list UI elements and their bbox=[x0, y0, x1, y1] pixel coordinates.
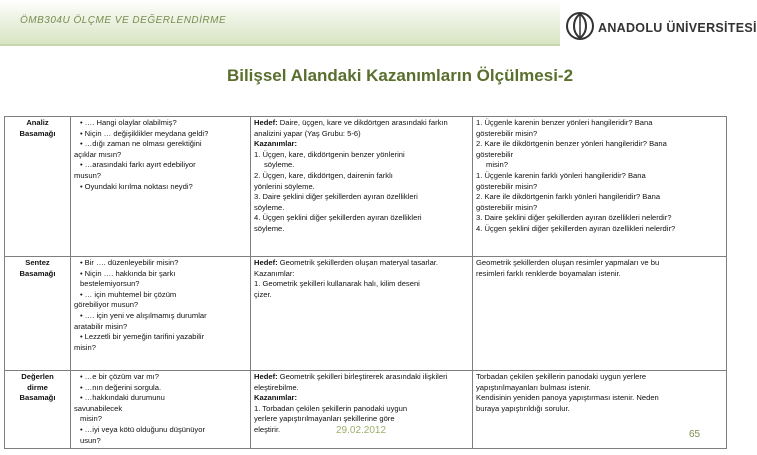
question-line: • …e bir çözüm var mı? bbox=[74, 372, 247, 383]
sample-line: 1. Üçgenle karenin benzer yönleri hangileridir? Bana bbox=[476, 118, 653, 127]
sample-line: Geometrik şekillerden oluşan resimler yapmaları ve bu bbox=[476, 258, 660, 267]
question-line: görebiliyor musun? bbox=[74, 300, 139, 310]
goal-cell bbox=[251, 117, 473, 257]
sample-cell bbox=[473, 257, 727, 371]
outcome-line: yönlerini söyleme. bbox=[254, 181, 315, 191]
question-line: • Bir …. düzenleyebilir misin? bbox=[74, 258, 247, 269]
page-number: 65 bbox=[689, 429, 701, 440]
goal-label: Hedef: bbox=[254, 372, 278, 381]
question-cell bbox=[71, 117, 251, 257]
outcomes-label: Kazanımlar: bbox=[254, 393, 298, 403]
level-cell bbox=[5, 257, 71, 371]
question-line: • …. Hangi olaylar olabilmiş? bbox=[74, 118, 247, 129]
level-cell bbox=[5, 371, 71, 449]
outcome-line: 1. Geometrik şekilleri kullanarak halı, kilim deseni bbox=[254, 279, 420, 289]
sample-line: 1. Üçgenle karenin farklı yönleri hangileridir? Bana bbox=[476, 170, 646, 180]
question-line: • …. için yeni ve alışılmamış durumlar bbox=[74, 311, 247, 322]
goal-cell bbox=[251, 257, 473, 371]
goal-label: Hedef: bbox=[254, 258, 278, 267]
question-cell bbox=[71, 257, 251, 371]
goal-text: Daire, üçgen, kare ve dikdörtgen arasındaki farkın analizini yapar (Yaş Grubu: 5-6) bbox=[254, 118, 448, 138]
question-line: aratabilir misin? bbox=[74, 321, 128, 331]
table-row bbox=[5, 117, 727, 257]
question-line: misin? bbox=[74, 342, 96, 352]
level-label: Basamağı bbox=[19, 393, 56, 403]
question-line: musun? bbox=[74, 170, 102, 180]
level-label: Basamağı bbox=[19, 268, 56, 278]
question-line: • Lezzetli bir yemeğin tarifini yazabilir bbox=[74, 332, 247, 343]
question-line: • Niçin … değişiklikler meydana geldi? bbox=[74, 129, 247, 140]
outcome-line: 3. Daire şeklini diğer şekillerden ayıran özellikleri bbox=[254, 192, 418, 202]
level-label: Sentez bbox=[25, 258, 50, 267]
header-divider bbox=[0, 44, 560, 46]
question-line: • Oyundaki kırılma noktası neydi? bbox=[74, 182, 247, 193]
question-line: usun? bbox=[80, 435, 101, 445]
sample-line: buraya yapıştırıldığı sorulur. bbox=[476, 403, 570, 413]
question-cell bbox=[71, 371, 251, 449]
anadolu-logo-icon bbox=[565, 11, 595, 41]
question-line: • … için muhtemel bir çözüm bbox=[74, 290, 247, 301]
sample-line: 4. Üçgen şeklini diğer şekillerden ayıran özellikleri nelerdir? bbox=[476, 223, 676, 233]
sample-line: gösterebilir misin? bbox=[476, 181, 538, 191]
page-title: Bilişsel Alandaki Kazanımların Ölçülmesi-2 bbox=[226, 66, 574, 85]
university-logo bbox=[565, 10, 757, 44]
table-row bbox=[5, 371, 727, 449]
question-line: • …arasındaki farkı ayırt edebiliyor bbox=[74, 160, 247, 171]
sample-cell bbox=[473, 117, 727, 257]
question-line: • …dığı zaman ne olması gerektiğini bbox=[74, 139, 247, 150]
question-line: • …iyi veya kötü olduğunu düşünüyor bbox=[74, 425, 247, 436]
outcome-line: söyleme. bbox=[264, 160, 295, 170]
slide-date: 29.02.2012 bbox=[336, 425, 387, 436]
goal-text: Geometrik şekillerden oluşan materyal tasarlar. bbox=[277, 258, 439, 267]
goal-cell bbox=[251, 371, 473, 449]
question-line: • …hakkındaki durumunu bbox=[74, 393, 247, 404]
sample-line: gösterebilir bbox=[476, 149, 514, 159]
sample-line: 2. Kare ile dikdörtgenin farklı yönleri hangileridir? Bana bbox=[476, 192, 661, 202]
logo-text: ANADOLU ÜNİVERSİTESİ bbox=[598, 21, 757, 35]
outcome-line: eleştirir. bbox=[254, 424, 281, 434]
sample-line: misin? bbox=[486, 160, 508, 170]
question-line: • Niçin …. hakkında bir şarkı bbox=[74, 269, 247, 280]
level-label: Değerlen bbox=[21, 372, 54, 381]
question-line: • …nın değerini sorgula. bbox=[74, 383, 247, 394]
objectives-table bbox=[4, 116, 727, 449]
sample-line: 3. Daire şeklini diğer şekillerden ayıran özellikleri nelerdir? bbox=[476, 213, 672, 223]
sample-line: resimleri farklı renklerde boyamaları istenir. bbox=[476, 268, 621, 278]
level-label: Analiz bbox=[26, 118, 49, 127]
outcome-line: söyleme. bbox=[254, 202, 285, 212]
question-line: misin? bbox=[80, 414, 102, 424]
outcome-line: 1. Torbadan çekilen şekillerin panodaki uygun bbox=[254, 403, 408, 413]
outcome-line: 1. Üçgen, kare, dikdörtgenin benzer yönlerini bbox=[254, 149, 405, 159]
outcomes-label: Kazanımlar: bbox=[254, 139, 298, 149]
sample-line: gösterebilir misin? bbox=[476, 128, 538, 138]
outcome-line: yerlere yapıştırılmayanları şekillerine göre bbox=[254, 414, 395, 424]
goal-text: Geometrik şekilleri birleştirerek arasındaki ilişkileri eleştirebilme. bbox=[254, 372, 448, 392]
sample-line: Torbadan çekilen şekillerin panodaki uygun yerlere bbox=[476, 372, 647, 381]
outcome-line: çizer. bbox=[254, 289, 272, 299]
level-label: Basamağı bbox=[19, 128, 56, 138]
table-row bbox=[5, 257, 727, 371]
outcome-line: 2. Üçgen, kare, dikdörtgen, dairenin farklı bbox=[254, 170, 393, 180]
sample-line: yapıştırılmayanları bulması istenir. bbox=[476, 382, 591, 392]
goal-label: Hedef: bbox=[254, 118, 278, 127]
question-line: savunabilecek bbox=[74, 403, 123, 413]
level-label: dirme bbox=[27, 382, 48, 392]
outcome-line: 4. Üçgen şeklini diğer şekillerden ayıran özellikleri bbox=[254, 213, 422, 223]
outcome-line: söyleme. bbox=[254, 223, 285, 233]
sample-line: Kendisinin yeniden panoya yapıştırması istenir. Neden bbox=[476, 393, 659, 403]
course-title: ÖMB304U ÖLÇME VE DEĞERLENDİRME bbox=[20, 15, 227, 26]
question-line: açıklar mısın? bbox=[74, 149, 122, 159]
outcomes-label: Kazanımlar: bbox=[254, 268, 295, 278]
question-line: bestelemiyorsun? bbox=[80, 279, 140, 289]
sample-line: 2. Kare ile dikdörtgenin benzer yönleri hangileridir? Bana bbox=[476, 139, 667, 149]
sample-line: gösterebilir misin? bbox=[476, 202, 538, 212]
level-cell bbox=[5, 117, 71, 257]
